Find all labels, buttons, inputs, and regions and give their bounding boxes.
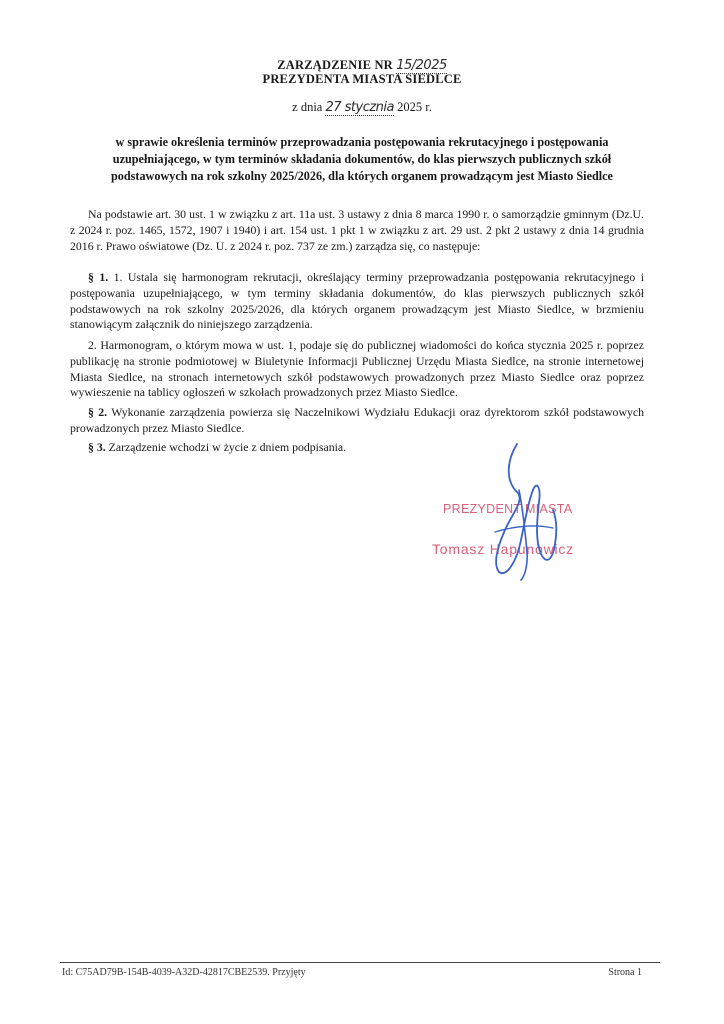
section-1-paragraph-2: 2. Harmonogram, o którym mowa w ust. 1, podaje się do publicznej wiadomości do końca stycznia 2025 r. poprzez publikację na stronie podmiotowej w Biuletynie Informacji Publicznej Urzędu Miasta Siedlce, na stronie internetowej Miasta Siedlce, na stronach internetowych szkół podstawowych prowadzonych przez Miasto Siedlce oraz poprzez wywieszenie na tablicy ogłoszeń w szkołach prowadzonych przez Miasto Siedlce. — [70, 338, 644, 400]
handwritten-signature — [425, 440, 625, 590]
footer-divider — [60, 962, 660, 963]
document-date — [0, 100, 724, 115]
document-id: Id: C75AD79B-154B-4039-A32D-42817CBE2539. Przyjęty — [62, 967, 306, 978]
date-handwritten: 27 stycznia — [325, 100, 394, 115]
section-3-text: Zarządzenie wchodzi w życie z dniem podpisania. — [105, 440, 347, 454]
stamp-name: Tomasz Hapunowicz — [432, 541, 574, 557]
stamp-title: PREZYDENT MIASTA — [443, 502, 573, 516]
section-1-paragraph-1 — [70, 270, 644, 333]
date-suffix: 2025 r. — [394, 100, 432, 114]
section-1-label: § 1. — [88, 270, 109, 284]
section-2-text: Wykonanie zarządzenia powierza się Naczelnikowi Wydziału Edukacji oraz dyrektorom szkół podstawowych prowadzonych przez Miasto Siedlce. — [70, 405, 644, 435]
section-3-label: § 3. — [88, 440, 106, 454]
legal-basis-paragraph: Na podstawie art. 30 ust. 1 w związku z art. 11a ust. 3 ustawy z dnia 8 marca 1990 r. o samorządzie gminnym (Dz.U. z 2024 r. poz. 1465, 1572, 1907 i 1940) i art. 154 ust. 1 pkt 1 w związku z art. 29 ust. 2 pkt 2 ustawy z dnia 14 grudnia 2016 r. Prawo oświatowe (Dz. U. z 2024 r. poz. 737 ze zm.) zarządza się, co następuje: — [70, 207, 644, 253]
section-2-paragraph — [70, 405, 644, 437]
page-number: Strona 1 — [608, 967, 642, 978]
ordinance-number-prefix: ZARZĄDZENIE NR — [277, 58, 397, 72]
document-subject: w sprawie określenia terminów przeprowadzania postępowania rekrutacyjnego i postępowania uzupełniającego, w tym terminów składania dokumentów, do klas pierwszych publicznych szkół podstawowych na rok szkolny 2025/2026, dla których organem prowadzącym jest Miasto Siedlce — [111, 135, 613, 183]
date-prefix: z dnia — [292, 100, 326, 114]
ordinance-number — [0, 58, 724, 73]
section-1-text-1: 1. Ustala się harmonogram rekrutacji, określający terminy przeprowadzania postępowania rekrutacyjnego i postępowania uzupełniającego, w tym terminy składania dokumentów, do klas pierwszych publicznych szkół podstawowych na rok szkolny 2025/2026, dla których organem prowadzącym jest Miasto Siedlce, w brzmieniu stanowiącym załącznik do niniejszego zarządzenia. — [70, 270, 644, 332]
section-2-label: § 2. — [88, 405, 108, 419]
issuer-title: PREZYDENTA MIASTA SIEDLCE — [262, 72, 462, 86]
ordinance-number-handwritten: 15/2025 — [396, 58, 447, 73]
